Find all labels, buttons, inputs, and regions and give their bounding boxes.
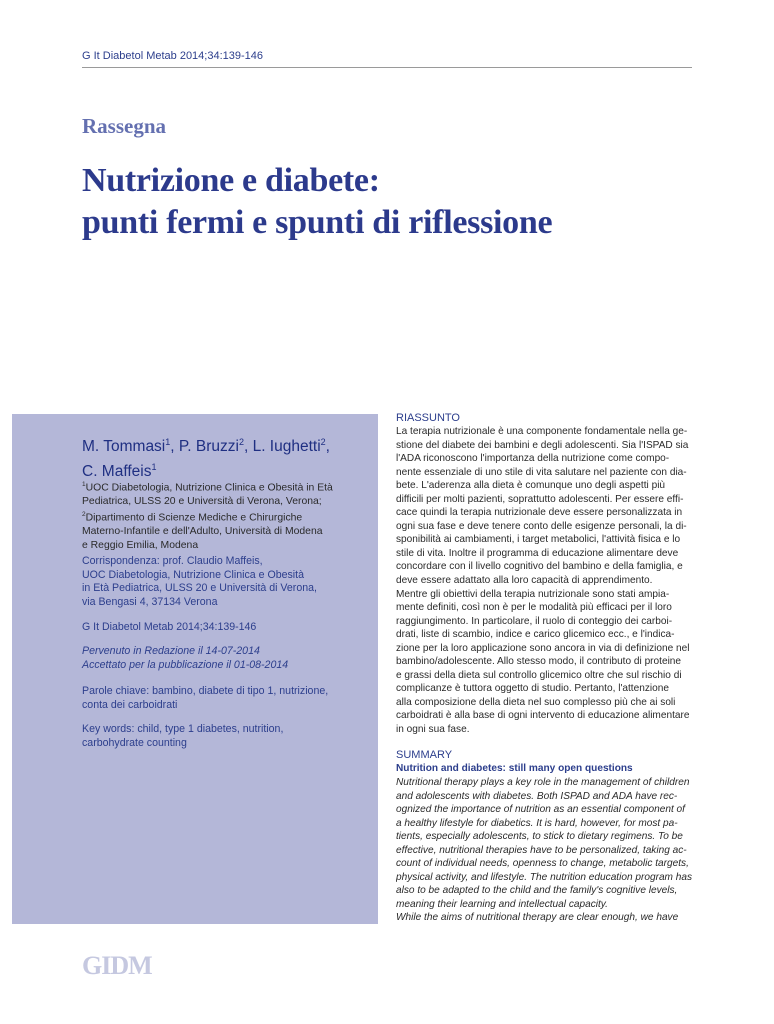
paragraph-line: concordare con il livello cognitivo del bambino e della famiglia, e	[396, 561, 683, 573]
paragraph-line: effective, nutritional therapies have to be personalized, taking ac-	[396, 844, 687, 856]
paragraph-line: stile di vita. Inoltre il programma di educazione alimentare deve	[396, 547, 679, 559]
paragraph-line: and adolescents with diabetes. Both ISPAD and ADA have rec-	[396, 790, 678, 802]
affiliation-mark: 2	[82, 511, 86, 519]
paragraph-line: tients, especially adolescents, to stick to dietary regimens. To be	[396, 831, 683, 843]
summary-body	[396, 776, 692, 925]
paragraph-line: Mentre gli obiettivi della terapia nutrizionale sono stati ampia-	[396, 588, 670, 600]
affiliations	[82, 478, 366, 552]
author-affiliation-mark: 1	[151, 462, 157, 473]
paragraph-line: complicanze è tuttora oggetto di studio. Pertanto, l'attenzione	[396, 683, 669, 695]
submission-dates	[82, 645, 366, 672]
paragraph-line: mente definiti, così non è per le modalità più efficaci per il loro	[396, 602, 672, 614]
author-list	[82, 432, 362, 482]
citation: G It Diabetol Metab 2014;34:139-146	[82, 621, 257, 633]
paragraph-line: sponibilità ai cambiamenti, i target metabolici, l'attività fisica e lo	[396, 534, 681, 546]
paragraph-line: in ogni sua fase.	[396, 724, 470, 736]
keywords-italian	[82, 685, 366, 712]
paragraph-line: bete. L'aderenza alla dieta è comunque uno degli aspetti più	[396, 480, 666, 492]
paragraph-line: drati, liste di scambio, indice e carico glicemico ecc., e l'indica-	[396, 629, 675, 641]
paragraph-line: alla composizione della dieta nel suo complesso più che ai soli	[396, 696, 676, 708]
accepted-date: Accettato per la pubblicazione il 01-08-2014	[82, 658, 289, 671]
paragraph-line: deve essere adattato alla loro capacità di apprendimento.	[396, 575, 653, 587]
section-label: Rassegna	[82, 114, 167, 138]
affiliation-line	[82, 478, 366, 495]
keywords-english	[82, 723, 366, 750]
paragraph-line: count of individual needs, openness to change, metabolic targets,	[396, 858, 689, 870]
paragraph-line: e grassi della dieta sul controllo glicemico oltre che sul rischio di	[396, 669, 682, 681]
paragraph-line: cace quindi la terapia nutrizionale deve essere personalizzata in	[396, 507, 683, 519]
article-title	[82, 160, 702, 244]
author-separator: ,	[325, 438, 330, 456]
keywords-line: Key words: child, type 1 diabetes, nutrition,	[82, 723, 284, 735]
paragraph-line: zione per la loro applicazione sono ancora in via di definizione nel	[396, 642, 690, 654]
affiliation-text: UOC Diabetologia, Nutrizione Clinica e Obesità in Età	[85, 482, 333, 494]
paragraph-line: difficili per molti pazienti, soprattutto adolescenti. Per essere effi-	[396, 493, 684, 505]
author-name: M. Tommasi	[82, 438, 166, 456]
author-separator: ,	[170, 438, 179, 456]
affiliation-text: Dipartimento di Scienze Mediche e Chirurgiche	[85, 512, 303, 524]
header-divider	[82, 67, 692, 68]
gidm-logo	[82, 952, 164, 983]
summary-subtitle: Nutrition and diabetes: still many open questions	[396, 763, 633, 774]
paragraph-line: l'ADA riconoscono l'importanza della nutrizione come compo-	[396, 453, 670, 465]
paragraph-line: raggiungimento. In particolare, il ruolo di conteggio dei carboi-	[396, 615, 673, 627]
correspondence	[82, 555, 366, 609]
correspondence-line: via Bengasi 4, 37134 Verona	[82, 595, 218, 608]
correspondence-line: Corrispondenza: prof. Claudio Maffeis,	[82, 555, 263, 567]
affiliation-line: e Reggio Emilia, Modena	[82, 539, 199, 551]
correspondence-line: in Età Pediatrica, ULSS 20 e Università di Verona,	[82, 582, 317, 595]
paragraph-line: a healthy lifestyle for diabetics. It is hard, however, for most pa-	[396, 817, 678, 829]
summary-heading: SUMMARY	[396, 749, 453, 761]
keywords-line: Parole chiave: bambino, diabete di tipo 1, nutrizione,	[82, 685, 329, 697]
author-affiliation-mark: 1	[165, 437, 171, 447]
paragraph-line: carboidrati è alla base di ogni intervento di educazione alimentare	[396, 710, 690, 722]
affiliation-line	[82, 508, 366, 525]
received-date: Pervenuto in Redazione il 14-07-2014	[82, 645, 260, 657]
affiliation-line: Materno-Infantile e dell'Adulto, Università di Modena	[82, 526, 323, 538]
author-name: L. Iughetti	[252, 438, 321, 456]
author-affiliation-mark: 2	[320, 437, 326, 447]
keywords-line: conta dei carboidrati	[82, 698, 178, 711]
paragraph-line: ognized the importance of nutrition as an essential component of	[396, 804, 685, 816]
author-separator: ,	[243, 438, 253, 456]
title-line-2: punti fermi e spunti di riflessione	[82, 204, 553, 241]
riassunto-body	[396, 425, 692, 737]
svg-text:GIDM: GIDM	[82, 952, 152, 978]
author-name: P. Bruzzi	[178, 438, 239, 456]
gidm-logo-graphic	[82, 952, 164, 978]
affiliation-mark: 1	[82, 481, 86, 488]
paragraph-line: ogni sua fase e deve tenere conto delle esigenze personali, la di-	[396, 520, 687, 532]
correspondence-line: UOC Diabetologia, Nutrizione Clinica e Obesità	[82, 568, 304, 581]
paragraph-line: While the aims of nutritional therapy are clear enough, we have	[396, 912, 679, 924]
paragraph-line: La terapia nutrizionale è una componente fondamentale nella ge-	[396, 426, 688, 437]
paragraph-line: meaning their learning and intellectual capacity.	[396, 898, 608, 910]
paragraph-line: also to be adapted to the child and the family's cognitive levels,	[396, 885, 678, 897]
paragraph-line: stione del diabete dei bambini e degli adolescenti. Sia l'ISPAD sia	[396, 439, 689, 451]
paragraph-line: bambino/adolescente. Allo stesso modo, il contributo di proteine	[396, 656, 682, 668]
affiliation-line: Pediatrica, ULSS 20 e Università di Verona, Verona;	[82, 495, 322, 507]
journal-reference-header: G It Diabetol Metab 2014;34:139-146	[82, 50, 264, 62]
title-line-1: Nutrizione e diabete:	[82, 162, 380, 199]
author-affiliation-mark: 2	[238, 437, 244, 447]
paragraph-line: nente essenziale di uno stile di vita salutare nel paziente con dia-	[396, 466, 687, 478]
keywords-line: carbohydrate counting	[82, 736, 187, 749]
paragraph-line: Nutritional therapy plays a key role in the management of children	[396, 777, 690, 788]
paragraph-line: physical activity, and lifestyle. The nutrition education program has	[396, 871, 692, 883]
riassunto-heading: RIASSUNTO	[396, 412, 460, 424]
author-name: C. Maffeis	[82, 463, 152, 481]
